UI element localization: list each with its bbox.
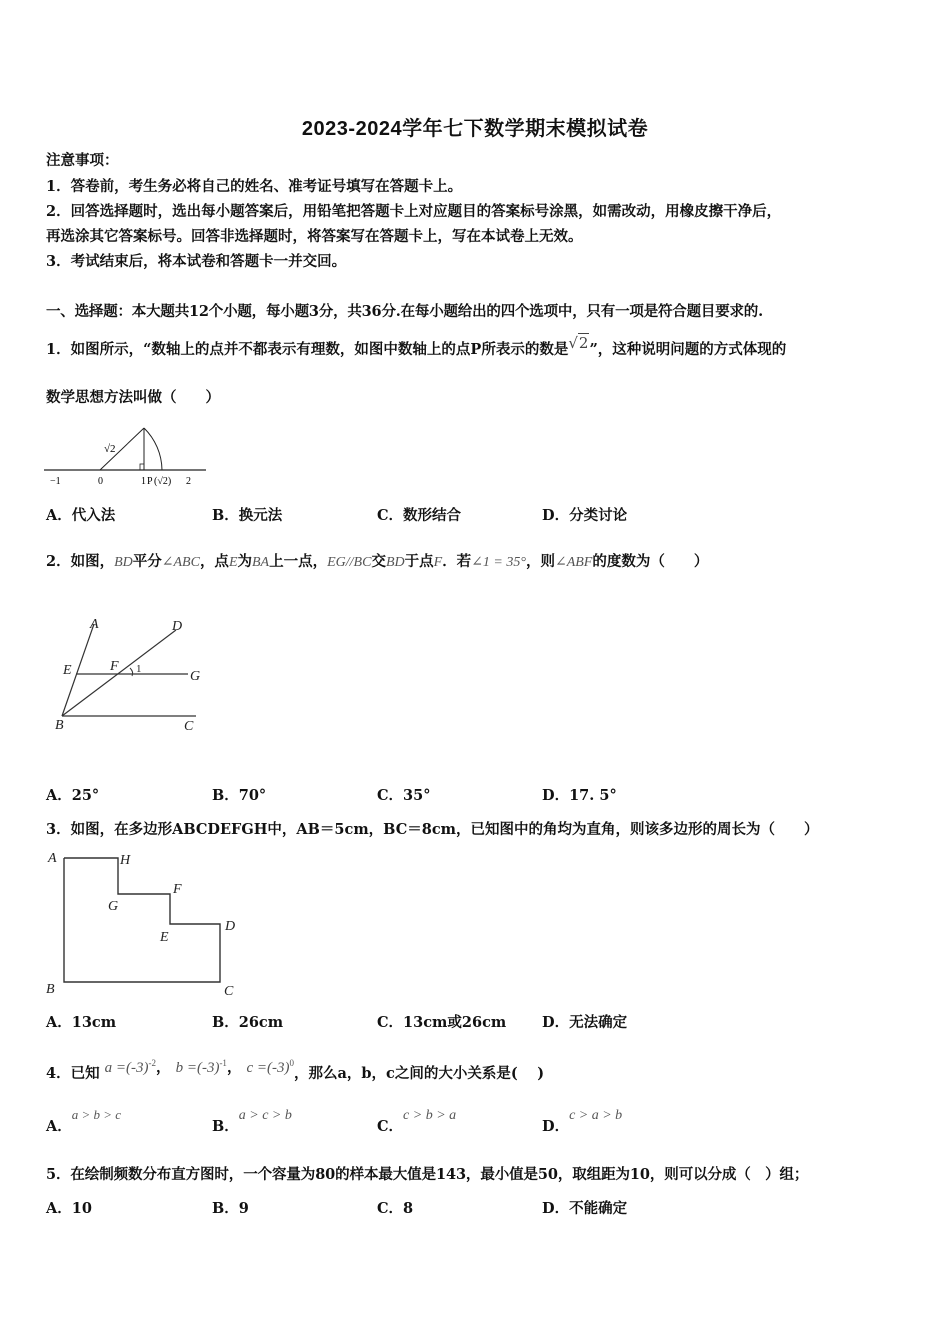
vertex-label: A bbox=[48, 851, 57, 866]
point-label: C bbox=[184, 719, 194, 734]
q2-option-a: A．25° bbox=[46, 787, 100, 804]
notice-item: 1．答卷前，考生务必将自己的姓名、准考证号填写在答题卡上。 bbox=[46, 178, 463, 195]
question-5-text: 5．在绘制频数分布直方图时，一个容量为80的样本最大值是143，最小值是50，取组距为10，则可以分成（ ）组； bbox=[46, 1166, 809, 1183]
sqrt-expression: √2 bbox=[568, 334, 589, 352]
q1-option-c: C．数形结合 bbox=[377, 507, 462, 524]
question-3-text: 3．如图，在多边形ABCDEFGH中，AB＝5cm，BC＝8cm，已知图中的角均为直角，则该多边形的周长为（ ） bbox=[46, 821, 819, 838]
q5-option-b: B．9 bbox=[212, 1200, 249, 1217]
point-label: F bbox=[110, 659, 119, 674]
q3-option-b: B．26cm bbox=[212, 1014, 284, 1031]
expression-b: $b =(-3)^{-1}$ bbox=[175, 1058, 227, 1076]
q2-option-b: B．70° bbox=[212, 787, 267, 804]
point-label: A bbox=[90, 617, 99, 632]
question-2-text: 2．如图，BD平分∠ABC，点E为BA上一点，EG//BC交BD于点F．若∠1 = 35°，则∠ABF的度数为（ ） bbox=[46, 553, 709, 570]
notice-item: 2．回答选择题时，选出每小题答案后，用铅笔把答题卡上对应题目的答案标号涂黑，如需改动，用橡皮擦干净后， bbox=[46, 203, 782, 220]
point-label: E bbox=[63, 663, 72, 678]
tick-label: −1 bbox=[50, 476, 61, 487]
q1-option-b: B．换元法 bbox=[212, 507, 283, 524]
vertex-label: G bbox=[108, 899, 119, 914]
point-label: B bbox=[55, 718, 64, 733]
angle-1-label: 1 bbox=[136, 663, 142, 675]
point-p-value: (√2) bbox=[154, 476, 172, 487]
vertex-label: D bbox=[225, 919, 236, 934]
vertex-label: C bbox=[224, 984, 234, 999]
notice-item: 再选涂其它答案标号。回答非选择题时，将答案写在答题卡上，写在本试卷上无效。 bbox=[46, 228, 583, 245]
question-4-text: 4．已知 $a =(-3)^{-2}$， $b =(-3)^{-1}$， $c =(-3)^0$，那么a，b，c之间的大小关系是( ) bbox=[46, 1058, 545, 1082]
notice-item: 3．考试结束后，将本试卷和答题卡一并交回。 bbox=[46, 253, 347, 270]
notice-heading: 注意事项： bbox=[46, 152, 119, 169]
vertex-label: H bbox=[120, 853, 131, 868]
question-1-text-cont: 数学思想方法叫做（ ） bbox=[46, 389, 220, 406]
vertex-label: B bbox=[46, 982, 55, 997]
q5-option-d: D．不能确定 bbox=[542, 1200, 628, 1217]
tick-label: 0 bbox=[98, 476, 103, 487]
polygon-figure bbox=[42, 846, 252, 1002]
sqrt2-label: √2 bbox=[104, 443, 116, 455]
q1-option-a: A．代入法 bbox=[46, 507, 116, 524]
q3-option-d: D．无法确定 bbox=[542, 1014, 628, 1031]
expression-c: $c =(-3)^0$ bbox=[246, 1058, 295, 1076]
point-p-label: P bbox=[147, 476, 153, 487]
tick-label: 2 bbox=[186, 476, 191, 487]
expression-a: $a =(-3)^{-2}$ bbox=[104, 1058, 157, 1076]
point-label: G bbox=[190, 669, 201, 684]
vertex-label: E bbox=[160, 930, 169, 945]
vertex-label: F bbox=[173, 882, 182, 897]
angle-bisector-figure bbox=[50, 612, 210, 737]
q3-option-c: C．13cm或26cm bbox=[377, 1014, 507, 1031]
q5-option-a: A．10 bbox=[46, 1200, 92, 1217]
q4-option-c: C．c > b > a bbox=[377, 1108, 457, 1135]
q4-option-d: D．c > a > b bbox=[542, 1108, 623, 1135]
q1-option-d: D．分类讨论 bbox=[542, 507, 628, 524]
q2-option-d: D．17. 5° bbox=[542, 787, 617, 804]
section-heading: 一、选择题：本大题共12个小题，每小题3分，共36分.在每小题给出的四个选项中，只有一项是符合题目要求的. bbox=[46, 303, 763, 320]
q4-option-b: B．a > c > b bbox=[212, 1108, 292, 1135]
question-1-text: 1．如图所示，“数轴上的点并不都表示有理数，如图中数轴上的点P所表示的数是√2”，这种说明问题的方式体现的 bbox=[46, 334, 787, 358]
number-line-figure bbox=[44, 420, 210, 490]
page-title: 2023-2024学年七下数学期末模拟试卷 bbox=[301, 118, 649, 140]
q4-option-a: A．a > b > c bbox=[46, 1107, 122, 1135]
q5-option-c: C．8 bbox=[377, 1200, 414, 1217]
point-label: D bbox=[172, 619, 183, 634]
q2-option-c: C．35° bbox=[377, 787, 431, 804]
tick-label: 1 bbox=[141, 476, 146, 487]
q3-option-a: A．13cm bbox=[46, 1014, 117, 1031]
